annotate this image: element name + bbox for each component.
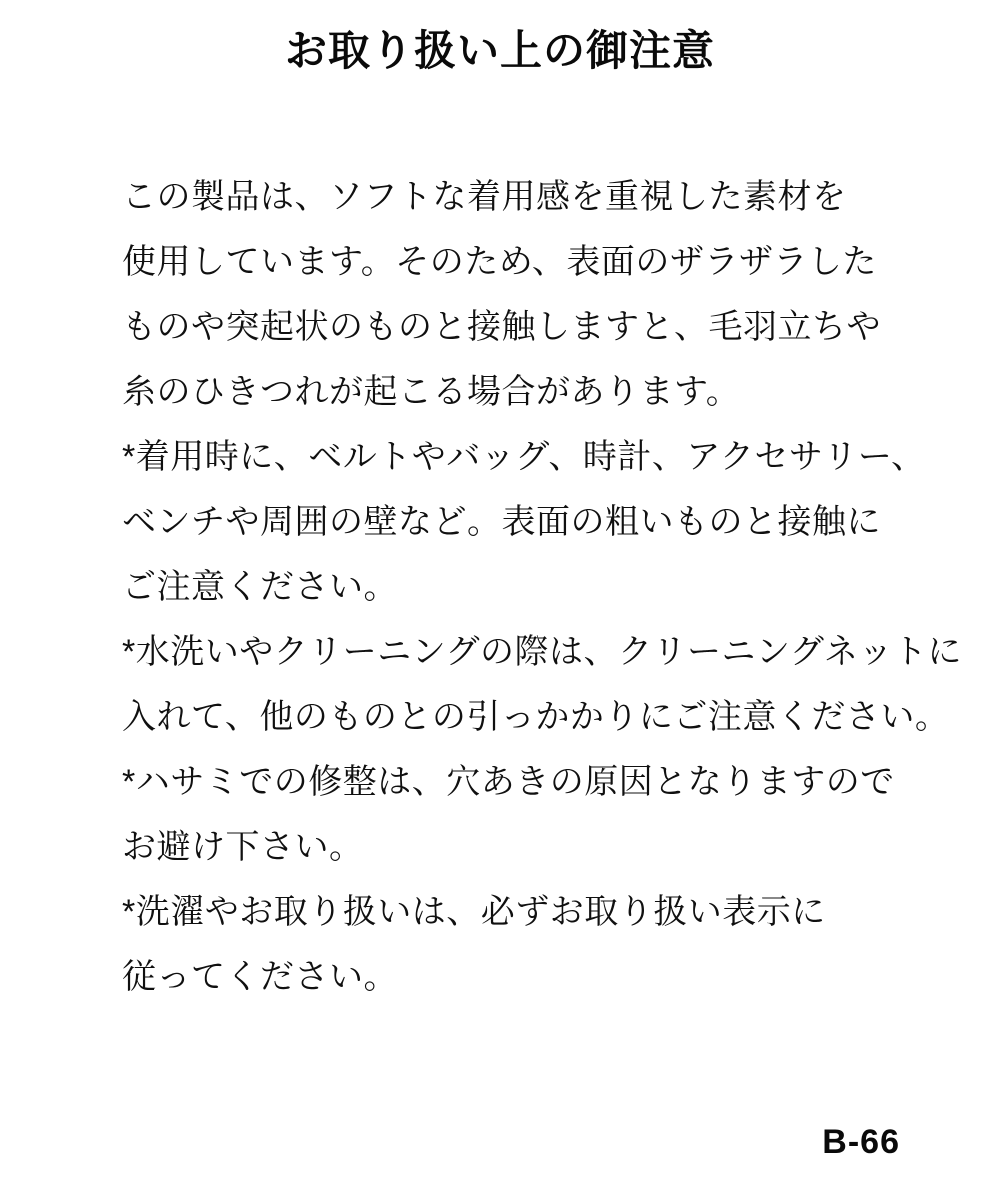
body-line: この製品は、ソフトな着用感を重視した素材を	[122, 178, 847, 216]
body-line: お避け下さい。	[122, 828, 364, 866]
body-line: 入れて、他のものとの引っかかりにご注意ください。	[122, 698, 950, 736]
body-line: *着用時に、ベルトやバッグ、時計、アクセサリー、	[122, 438, 926, 476]
body-line: ものや突起状のものと接触しますと、毛羽立ちや	[122, 308, 881, 346]
body-line: ベンチや周囲の壁など。表面の粗いものと接触に	[122, 503, 881, 541]
body-line: ご注意ください。	[122, 568, 398, 606]
body-text-block	[122, 165, 963, 1010]
body-line: *ハサミでの修整は、穴あきの原因となりますので	[122, 763, 895, 801]
page-code: B-66	[822, 1123, 900, 1161]
body-line: 糸のひきつれが起こる場合があります。	[122, 373, 741, 411]
body-line: *洗濯やお取り扱いは、必ずお取り扱い表示に	[122, 893, 826, 931]
body-line: *水洗いやクリーニングの際は、クリーニングネットに	[122, 633, 963, 671]
body-line: 使用しています。そのため、表面のザラザラした	[122, 243, 877, 281]
page-title: お取り扱い上の御注意	[284, 27, 715, 74]
body-line: 従ってください。	[122, 958, 398, 996]
